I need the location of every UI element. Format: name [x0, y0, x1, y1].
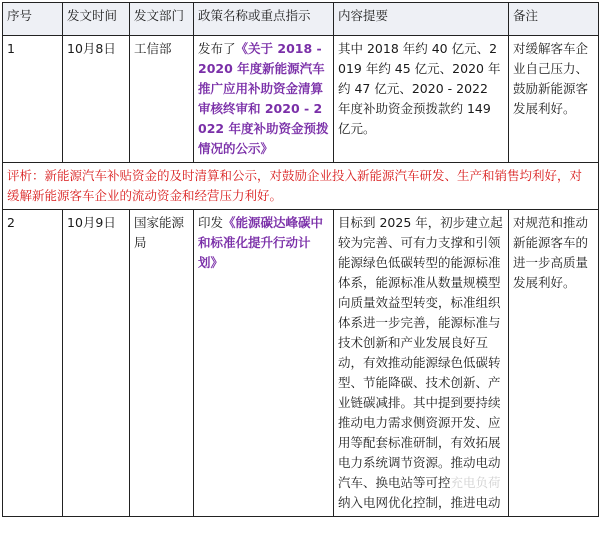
- row-note: 对缓解客车企业自己压力、鼓励新能源客发展利好。: [509, 36, 599, 163]
- row-index: 2: [3, 210, 63, 517]
- row-note: 对规范和推动新能源客车的进一步高质量发展利好。: [509, 210, 599, 517]
- row-department: 工信部: [130, 36, 194, 163]
- header-summary: 内容提要: [334, 3, 509, 36]
- table-header-row: [3, 3, 599, 36]
- row-date: 10月8日: [63, 36, 130, 163]
- row-policy: [194, 210, 334, 517]
- row-index: 1: [3, 36, 63, 163]
- row-date: 10月9日: [63, 210, 130, 517]
- table-row: [3, 36, 599, 163]
- summary-text: 目标到 2025 年，初步建立起较为完善、可有力支撑和引领能源绿色低碳转型的能源标准体系，能源标准从数量规模型向质量效益型转变，标准组织体系进一步完善，能源标准与技术创新和产业发展良好互动，有效推动能源绿色低碳转型、节能降碳、技术创新、产业链碳减排。其中提到要持续推动电力需求侧资源开发、应用等配套标准研制，有效拓展电力系统调节资源。推动电动汽车、换电站等可控: [338, 215, 503, 490]
- header-date: 发文时间: [63, 3, 130, 36]
- policy-link[interactable]: 《关于 2018 - 2020 年度新能源汽车推广应用补助资金清算审核终审和 2020 - 2022 年度补助资金预拨情况的公示》: [198, 41, 329, 156]
- policy-table: [2, 2, 599, 517]
- summary-tail-text: 纳入电网优化控制，推进电动: [338, 495, 501, 510]
- header-policy: 政策名称或重点指示: [194, 3, 334, 36]
- policy-link[interactable]: 《能源碳达峰碳中和标准化提升行动计划》: [198, 215, 324, 270]
- header-note: 备注: [509, 3, 599, 36]
- header-department: 发文部门: [130, 3, 194, 36]
- summary-faded-text: 充电负荷: [450, 475, 501, 490]
- header-index: 序号: [3, 3, 63, 36]
- policy-prefix: 发布了: [198, 41, 236, 56]
- row-summary: [334, 210, 509, 517]
- comment-text: 评析：新能源汽车补贴资金的及时清算和公示，对鼓励企业投入新能源汽车研发、生产和销售均利好，对缓解新能源客车企业的流动资金和经营压力利好。: [3, 163, 599, 210]
- row-policy: [194, 36, 334, 163]
- comment-row: [3, 163, 599, 210]
- row-department: 国家能源局: [130, 210, 194, 517]
- row-summary: 其中 2018 年约 40 亿元、2019 年约 45 亿元、2020 年约 47 亿元、2020 - 2022 年度补助资金预拨款约 149 亿元。: [334, 36, 509, 163]
- table-row: [3, 210, 599, 517]
- policy-prefix: 印发: [198, 215, 224, 230]
